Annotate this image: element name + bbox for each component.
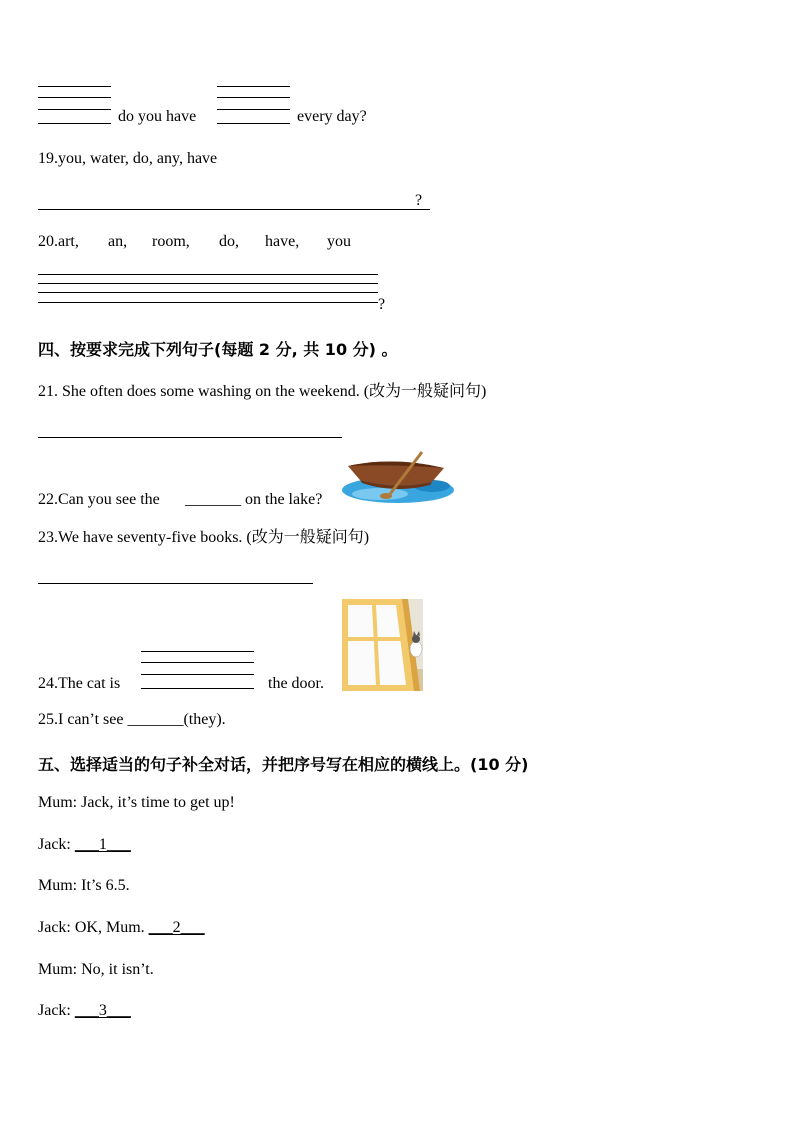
q24-before: 24.The cat is xyxy=(38,675,121,692)
q19-label: 19.you, water, do, any, have xyxy=(38,150,218,167)
dialogue-speaker: Jack: xyxy=(38,836,71,853)
q24-after: the door. xyxy=(268,675,324,692)
section4-heading: 四、按要求完成下列句子(每题 2 分, 共 10 分) 。 xyxy=(38,340,398,359)
q19-question-mark: ? xyxy=(415,192,423,209)
dialogue-speaker: Mum: xyxy=(38,794,78,811)
dialogue-blank-1[interactable]: ___1___ xyxy=(74,836,131,853)
q20-question-mark: ? xyxy=(378,296,386,313)
dialogue-speaker: Jack: xyxy=(38,1002,71,1019)
q20-word: 20.art, xyxy=(38,233,79,250)
q23-text: 23.We have seventy-five books. (改为一般疑问句) xyxy=(38,529,370,546)
section5-heading: 五、选择适当的句子补全对话，并把序号写在相应的横线上。(10 分) xyxy=(38,755,529,774)
dialogue-line xyxy=(38,836,131,854)
dialogue-speaker: Mum: xyxy=(38,961,78,978)
dialogue-text: Jack, it’s time to get up! xyxy=(81,794,235,811)
dialogue-blank-3[interactable]: ___3___ xyxy=(74,1002,131,1019)
dialogue-text: OK, Mum. xyxy=(74,919,145,936)
dialogue-speaker: Jack: xyxy=(38,919,71,936)
dialogue-text: No, it isn’t. xyxy=(81,961,154,978)
q18-end-text: every day? xyxy=(297,108,367,125)
dialogue-line xyxy=(38,919,205,937)
rowboat-image xyxy=(340,450,458,510)
dialogue-line xyxy=(38,961,154,979)
dialogue-line xyxy=(38,794,235,812)
q20-word: you xyxy=(327,233,351,250)
q20-word: have, xyxy=(265,233,300,250)
dialogue-speaker: Mum: xyxy=(38,877,78,894)
dialogue-text: It’s 6.5. xyxy=(81,877,130,894)
q25-text: 25.I can’t see _______(they). xyxy=(38,711,226,728)
q23-answer-line[interactable] xyxy=(38,583,313,584)
dialogue-blank-2[interactable]: ___2___ xyxy=(148,919,205,936)
q20-word: an, xyxy=(108,233,128,250)
q21-answer-line[interactable] xyxy=(38,437,342,438)
q22-blank[interactable]: _______ xyxy=(185,491,241,508)
q19-answer-line[interactable] xyxy=(38,209,430,210)
q18-middle-text: do you have xyxy=(118,108,197,125)
q21-text: 21. She often does some washing on the weekend. (改为一般疑问句) xyxy=(38,383,487,400)
q20-word: room, xyxy=(152,233,190,250)
dialogue-line xyxy=(38,1002,131,1020)
cat-door-image xyxy=(342,599,423,691)
q20-word: do, xyxy=(219,233,239,250)
dialogue-line xyxy=(38,877,130,895)
q22-before: 22.Can you see the xyxy=(38,491,160,508)
q22-after: on the lake? xyxy=(245,491,323,508)
